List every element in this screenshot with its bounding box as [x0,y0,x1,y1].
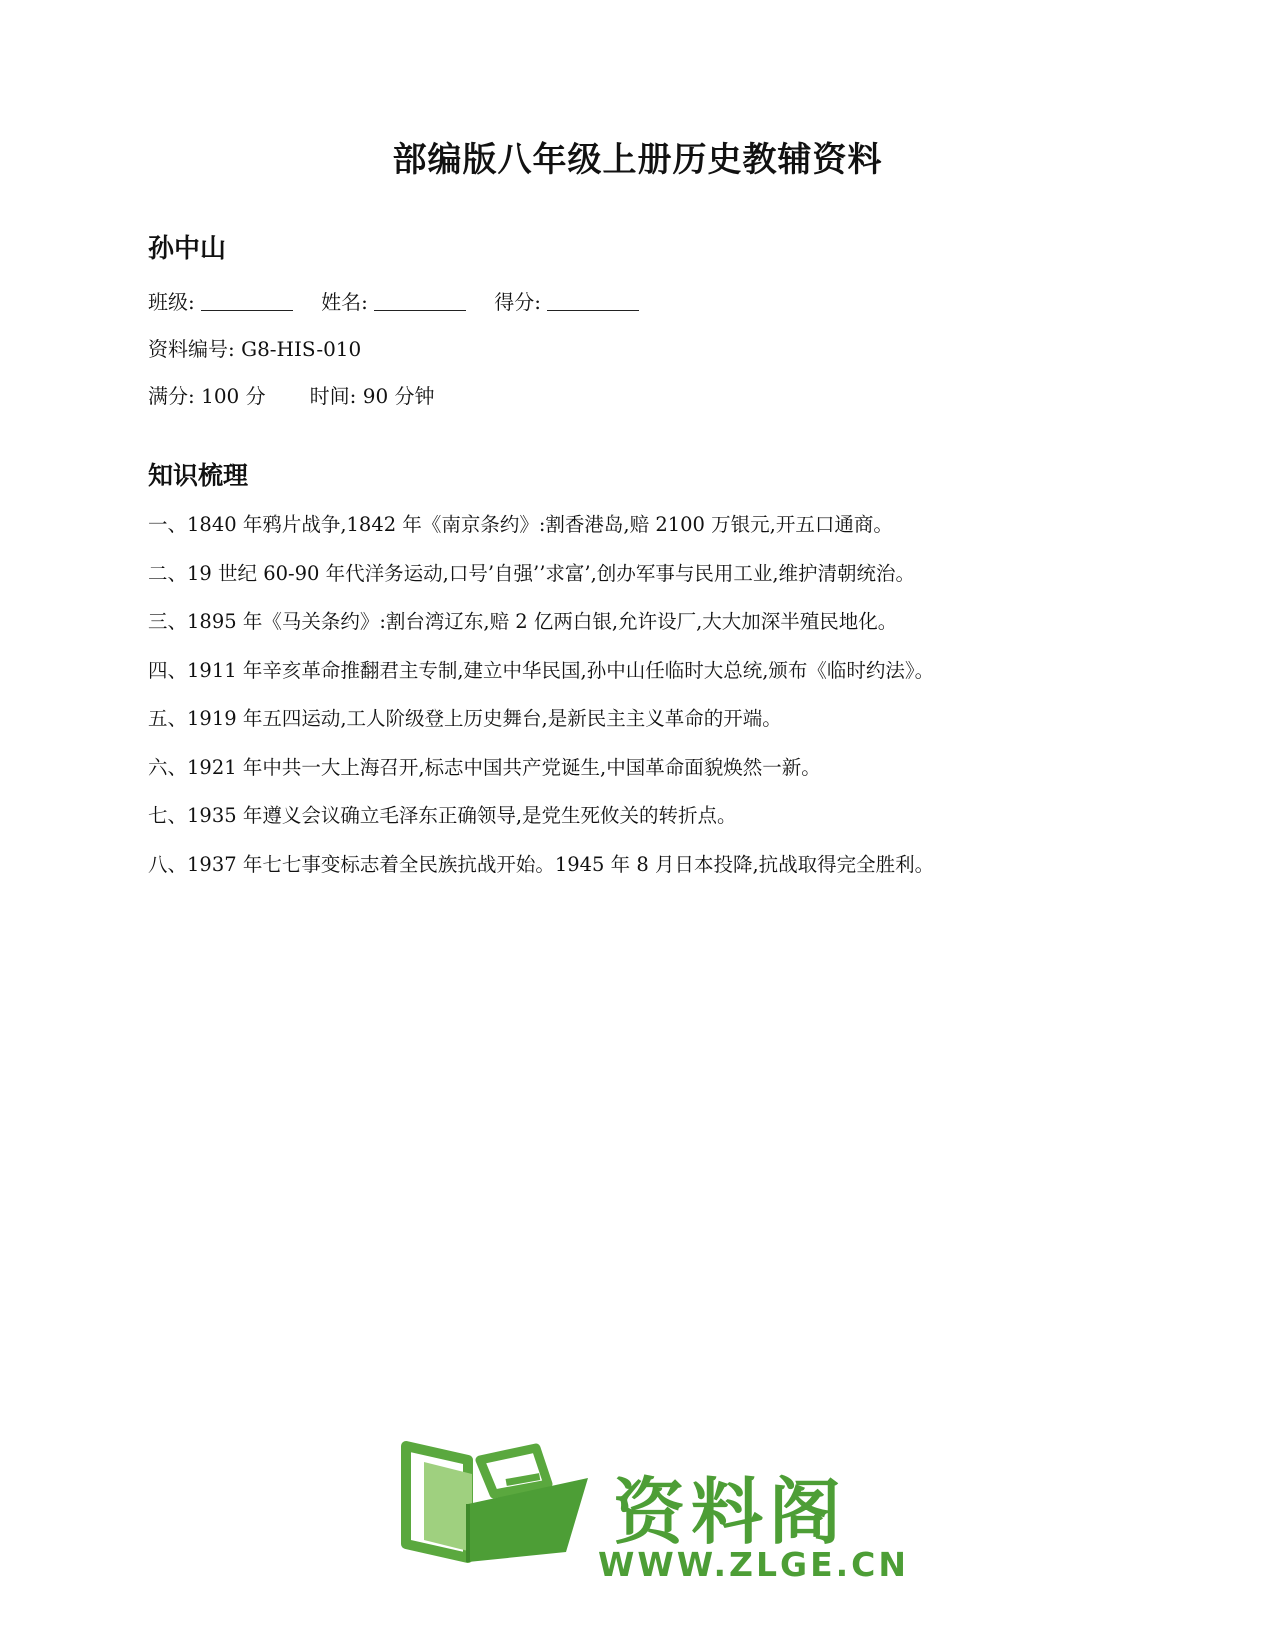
logo-url: WWW.ZLGE.CN [598,1545,910,1584]
score-field [494,290,639,314]
list-item: 一、1840 年鸦片战争,1842 年《南京条约》:割香港岛,赔 2100 万银元,开五口通商。 [148,513,893,536]
full-score: 满分: 100 分 [148,384,266,408]
logo-name: 资料阁 [613,1470,848,1554]
score-label: 得分: [494,290,541,314]
score-blank[interactable] [547,310,639,311]
class-field [148,290,293,314]
site-watermark-logo [398,1440,910,1590]
list-item: 四、1911 年辛亥革命推翻君主专制,建立中华民国,孙中山任临时大总统,颁布《临时约法》。 [148,658,935,682]
list-item: 七、1935 年遵义会议确立毛泽东正确领导,是党生死攸关的转折点。 [148,804,737,827]
exam-meta-line [148,380,435,409]
subject-heading: 孙中山 [148,234,227,264]
code-line: 资料编号: G8-HIS-010 [148,337,362,361]
list-item: 五、1919 年五四运动,工人阶级登上历史舞台,是新民主主义革命的开端。 [148,707,782,730]
list-item: 八、1937 年七七事变标志着全民族抗战开始。1945 年 8 月日本投降,抗战取得完全胜利。 [148,852,935,876]
knowledge-list [148,512,1148,900]
class-blank[interactable] [201,310,293,311]
name-field [321,290,466,314]
student-info-line [148,286,661,315]
list-item: 二、19 世纪 60-90 年代洋务运动,口号’自强’’求富’,创办军事与民用工业,维护清朝统治。 [148,561,916,585]
open-book-folder-icon [398,1440,598,1570]
name-label: 姓名: [321,290,368,314]
list-item: 三、1895 年《马关条约》:割台湾辽东,赔 2 亿两白银,允许设厂,大大加深半殖民地化。 [148,610,898,633]
time-limit: 时间: 90 分钟 [309,384,435,408]
name-blank[interactable] [374,310,466,311]
section-heading: 知识梳理 [148,461,249,490]
document-title: 部编版八年级上册历史教辅资料 [392,140,883,180]
class-label: 班级: [148,290,195,314]
list-item: 六、1921 年中共一大上海召开,标志中国共产党诞生,中国革命面貌焕然一新。 [148,755,821,779]
